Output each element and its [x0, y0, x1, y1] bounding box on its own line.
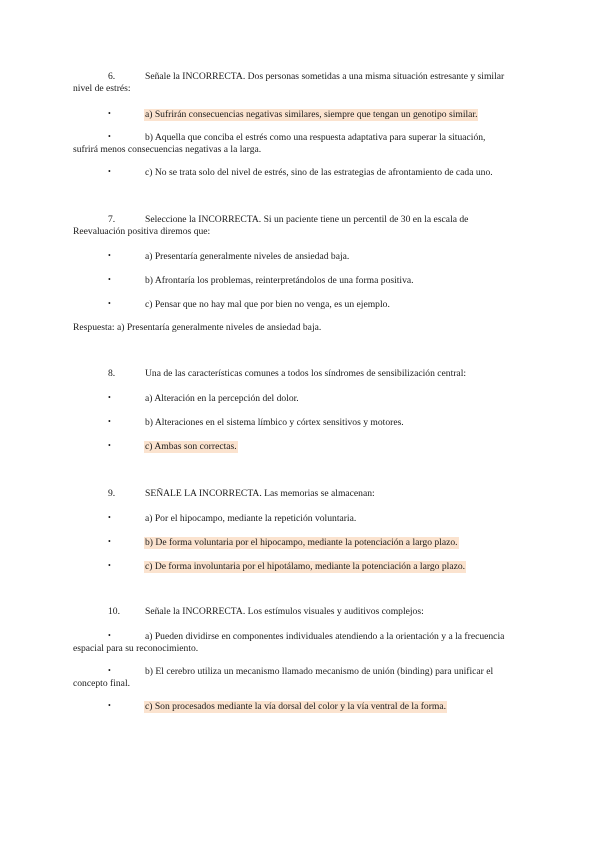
bullet-icon: •	[108, 666, 111, 675]
bullet-icon: •	[108, 167, 111, 176]
question-stem: Señale la INCORRECTA. Los estímulos visuales y auditivos complejos:	[145, 606, 424, 617]
question-stem: Señale la INCORRECTA. Dos personas sometidas a una misma situación estresante y similar	[145, 71, 505, 82]
bullet-icon: •	[108, 251, 111, 260]
option-a: a) Por el hipocampo, mediante la repetición voluntaria.	[145, 513, 357, 524]
option-c-highlighted: c) De forma involuntaria por el hipotálamo, mediante la potenciación a largo plazo.	[145, 561, 466, 572]
question-number: 8.	[108, 368, 116, 379]
bullet-icon: •	[108, 701, 111, 710]
question-stem: Seleccione la INCORRECTA. Si un paciente tiene un percentil de 30 en la escala de	[145, 214, 469, 225]
option-c-highlighted: c) Ambas son correctas.	[145, 441, 237, 452]
answer-text: Respuesta: a) Presentaría generalmente niveles de ansiedad baja.	[73, 322, 322, 333]
question-number: 6.	[108, 71, 116, 82]
option-a: a) Alteración en la percepción del dolor.	[145, 393, 299, 404]
bullet-icon: •	[108, 537, 111, 546]
question-number: 9.	[108, 488, 116, 499]
bullet-icon: •	[108, 132, 111, 141]
bullet-icon: •	[108, 109, 111, 118]
question-stem-continued: Reevaluación positiva diremos que:	[73, 226, 211, 237]
question-number: 10.	[108, 606, 120, 617]
option-c: c) No se trata solo del nivel de estrés, sino de las estrategias de afrontamiento de cada uno.	[145, 167, 493, 178]
option-a: a) Pueden dividirse en componentes individuales atendiendo a la orientación y a la frecuencia	[145, 631, 505, 642]
option-b: b) Aquella que conciba el estrés como una respuesta adaptativa para superar la situación,	[145, 132, 486, 143]
question-stem-continued: nivel de estrés:	[73, 83, 131, 94]
bullet-icon: •	[108, 417, 111, 426]
option-b: b) Afrontaría los problemas, reinterpretándolos de una forma positiva.	[145, 275, 414, 286]
option-b: b) Alteraciones en el sistema límbico y córtex sensitivos y motores.	[145, 417, 404, 428]
question-stem: Una de las características comunes a todos los síndromes de sensibilización central:	[145, 368, 467, 379]
option-b-continued: concepto final.	[73, 678, 131, 689]
option-a-continued: espacial para su reconocimiento.	[73, 643, 199, 654]
option-c-highlighted: c) Son procesados mediante la vía dorsal del color y la vía ventral de la forma.	[145, 701, 447, 712]
option-a: a) Presentaría generalmente niveles de ansiedad baja.	[145, 251, 350, 262]
option-b-continued: sufrirá menos consecuencias negativas a la larga.	[73, 144, 262, 155]
bullet-icon: •	[108, 441, 111, 450]
bullet-icon: •	[108, 561, 111, 570]
bullet-icon: •	[108, 275, 111, 284]
question-number: 7.	[108, 214, 116, 225]
question-stem: SEÑALE LA INCORRECTA. Las memorias se almacenan:	[145, 488, 375, 499]
bullet-icon: •	[108, 631, 111, 640]
option-c: c) Pensar que no hay mal que por bien no venga, es un ejemplo.	[145, 299, 390, 310]
bullet-icon: •	[108, 513, 111, 522]
option-b: b) El cerebro utiliza un mecanismo llamado mecanismo de unión (binding) para unificar el	[145, 666, 494, 677]
bullet-icon: •	[108, 299, 111, 308]
option-a-highlighted: a) Sufrirán consecuencias negativas similares, siempre que tengan un genotipo similar.	[145, 109, 478, 120]
bullet-icon: •	[108, 393, 111, 402]
option-b-highlighted: b) De forma voluntaria por el hipocampo, mediante la potenciación a largo plazo.	[145, 537, 458, 548]
